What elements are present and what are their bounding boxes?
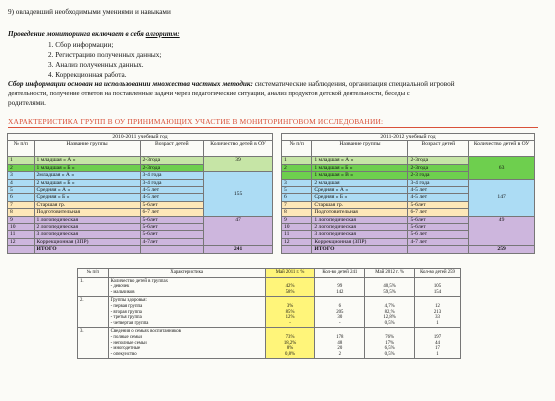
table-row <box>8 172 273 179</box>
char-line: Группы здоровья: <box>110 298 147 304</box>
cell-num: 6 <box>282 194 312 201</box>
cell-name: 1 младшая « В » <box>312 172 408 179</box>
table-row <box>8 216 273 223</box>
char-line: - полные семьи <box>110 334 142 340</box>
val: 4,7% <box>384 303 395 309</box>
cell-name: 1 логопедическая <box>34 216 140 223</box>
val: 213 <box>433 309 442 315</box>
cell-count: 39 <box>204 157 273 172</box>
cell-count: 147 <box>469 179 535 216</box>
cell-age: 3-4 года <box>408 179 469 186</box>
val: 17 <box>435 346 440 352</box>
val: 73% <box>285 334 295 340</box>
cell-num: 2 <box>8 164 35 171</box>
cell-num: 2 <box>282 164 312 171</box>
char-line: - неполные семьи <box>110 340 147 346</box>
cell-num: 3 <box>282 179 312 186</box>
stage-item: 2. Регистрацию полученных данных; <box>48 51 162 59</box>
stages-lead <box>8 30 180 38</box>
col-char: Характеристика <box>108 269 265 278</box>
val: 0,5% <box>384 351 395 357</box>
col-count-2011: Кол-во детей 241 <box>315 269 365 278</box>
col-num: № п/п <box>78 269 109 278</box>
cell-count: 49 <box>469 216 535 246</box>
val: - <box>339 320 341 326</box>
cell-num <box>282 172 312 179</box>
cell-age: 6-7 лет <box>408 209 469 216</box>
val: 40,5% <box>383 284 396 290</box>
cell-name: 1 младшая « Б » <box>34 164 140 171</box>
cell-num: 10 <box>282 224 312 231</box>
cell-char <box>108 297 265 328</box>
cell-p2011 <box>265 297 315 328</box>
char-line: - девочек <box>110 284 130 290</box>
methods-line-2: деятельности, получение ответов на поставленные задачи через педагогические ситуации, анализ продуктов детской деятельности, беседы с <box>8 90 410 97</box>
cell-p2012 <box>365 277 415 297</box>
val: 205 <box>336 309 344 315</box>
val: 6,5% <box>384 346 395 352</box>
total-value: 241 <box>204 246 273 253</box>
cell-name: Подготовительная <box>34 209 140 216</box>
cell-num: 1 <box>282 157 312 164</box>
cell-name: 3 логопедическая <box>34 231 140 238</box>
val: 8% <box>286 346 294 352</box>
total-label: ИТОГО <box>34 246 140 253</box>
val: 2 <box>338 351 342 357</box>
cell-age: 5-6лет <box>140 224 204 231</box>
cell-name: Средняя « Б » <box>312 194 408 201</box>
stats-table <box>77 268 461 359</box>
val: 30 <box>337 315 343 321</box>
cell-name: 2 логопедическая <box>34 224 140 231</box>
cell-num: 9 <box>8 216 35 223</box>
methods-line-1 <box>8 80 455 88</box>
val: 12% <box>285 315 295 321</box>
val: 178 <box>336 334 344 340</box>
val: 1 <box>436 351 439 357</box>
val: 85% <box>285 309 295 315</box>
cell-age: 5-6лет <box>408 201 469 208</box>
col-name: Название группы <box>312 141 408 157</box>
val: 33 <box>435 315 440 321</box>
val: 142 <box>336 289 344 295</box>
cell-count: 155 <box>204 172 273 216</box>
val: 82,% <box>384 309 395 315</box>
cell-num: 2. <box>78 297 109 328</box>
val: - <box>289 320 291 326</box>
cell-age: 2-3года <box>408 164 469 171</box>
cell-name: Коррекционная (ЗПР) <box>34 238 140 245</box>
cell-num: 11 <box>8 231 35 238</box>
cell-age: 5-6лет <box>140 201 204 208</box>
cell-name: Подготовительная <box>312 209 408 216</box>
cell-name: Старшая гр. <box>34 201 140 208</box>
cell-age: 3-4 года <box>140 179 204 186</box>
char-line: - первая группа <box>110 303 143 309</box>
val: 0,5% <box>384 320 395 326</box>
char-line: - вторая группа <box>110 309 142 315</box>
cell-c2011 <box>315 277 365 297</box>
col-age: Возраст детей <box>140 141 204 157</box>
char-line: Количество детей в группах <box>110 278 168 284</box>
intro-line-9: 9) овладевший необходимыми умениями и навыками <box>8 8 171 16</box>
total-row <box>282 246 535 253</box>
groups-table-2011 <box>281 133 535 254</box>
val: 44 <box>435 340 440 346</box>
cell-name: Старшая гр. <box>312 201 408 208</box>
val: 6 <box>338 303 342 309</box>
cell-num: 9 <box>282 216 312 223</box>
val: 20 <box>337 346 343 352</box>
cell-num: 12 <box>282 238 312 245</box>
cell-name: 2 младшая « Б » <box>34 179 140 186</box>
col-may-2012: Май 2012 г. % <box>365 269 415 278</box>
total-value: 259 <box>469 246 535 253</box>
val: 1 <box>436 320 439 326</box>
cell-c2011 <box>315 328 365 359</box>
cell-p2011 <box>265 328 315 359</box>
col-num: № п/п <box>282 141 312 157</box>
col-age: Возраст детей <box>408 141 469 157</box>
val: 154 <box>433 289 442 295</box>
cell-age: 4-7лет <box>140 238 204 245</box>
val: 48 <box>337 340 343 346</box>
year-header: 2010-2011 учебный год <box>8 134 273 141</box>
col-num: № п/п <box>8 141 35 157</box>
cell-name: 3 логопедическая <box>312 231 408 238</box>
cell-char <box>108 277 265 297</box>
cell-num: 1. <box>78 277 109 297</box>
val: 12,8% <box>383 315 396 321</box>
cell-num: 12 <box>8 238 35 245</box>
cell-age: 5-6 лет <box>408 231 469 238</box>
cell-num: 7 <box>8 201 35 208</box>
cell-age: 5-6лет <box>140 231 204 238</box>
val: 12 <box>435 303 440 309</box>
char-line: Сведения о семьях воспитанников <box>110 329 181 335</box>
val: 58% <box>285 289 295 295</box>
cell-c2012 <box>415 297 461 328</box>
cell-num: 3. <box>78 328 109 359</box>
cell-age: 3-4 года <box>140 172 204 179</box>
col-name: Название группы <box>34 141 140 157</box>
table-row <box>282 216 535 223</box>
table-row <box>8 157 273 164</box>
total-row <box>8 246 273 253</box>
cell-c2011 <box>315 297 365 328</box>
cell-num: 7 <box>282 201 312 208</box>
cell-age: 6-7 лет <box>140 209 204 216</box>
cell-age: 4-5 лет <box>140 187 204 194</box>
cell-num: 4 <box>8 179 35 186</box>
methods-lead: Сбор информации основан на использовании множества частных методик: <box>8 80 253 88</box>
groups-heading-text: ХАРАКТЕРИСТИКА ГРУПП В ОУ ПРИНИМАЮЩИХ УЧАСТИЕ В МОНИТОРИНГОВОМ ИССЛЕДОВАНИИ: <box>8 117 384 126</box>
total-label: ИТОГО <box>312 246 408 253</box>
cell-count: 47 <box>204 216 273 246</box>
val: 99 <box>337 284 343 290</box>
table-row <box>282 157 535 164</box>
cell-count: 63 <box>469 157 535 179</box>
val: 0,8% <box>285 351 296 357</box>
stages-lead-word: алгоритм: <box>145 30 180 38</box>
cell-num: 5 <box>8 187 35 194</box>
groups-heading <box>8 118 383 126</box>
char-line: - четвертая группа <box>110 320 149 326</box>
val: 197 <box>433 334 442 340</box>
cell-age: 5-6лет <box>140 216 204 223</box>
cell-age: 2-3года <box>140 164 204 171</box>
val: 42% <box>285 284 295 290</box>
col-may-2011: Май 2011 г. % <box>265 269 315 278</box>
cell-age: 4-5 лет <box>408 187 469 194</box>
cell-c2012 <box>415 277 461 297</box>
val: 18,2% <box>283 340 297 346</box>
groups-table-2010 <box>7 133 273 254</box>
col-count-2012: Кол-во детей 259 <box>415 269 461 278</box>
col-count: Количество детей в ОУ <box>469 141 535 157</box>
cell-num: 3 <box>8 172 35 179</box>
val: 59,5% <box>383 289 396 295</box>
cell-num: 11 <box>282 231 312 238</box>
methods-line-3: родителями. <box>8 99 46 107</box>
cell-p2012 <box>365 297 415 328</box>
cell-name: 2 логопедическая <box>312 224 408 231</box>
cell-name: Коррекционная (ЗПР) <box>312 238 408 245</box>
cell-num: 8 <box>282 209 312 216</box>
cell-name: 2младшая « А » <box>34 172 140 179</box>
cell-age: 2-3 года <box>408 172 469 179</box>
stage-item: 3. Анализ полученных данных. <box>48 61 144 69</box>
table-row <box>282 179 535 186</box>
cell-num: 1 <box>8 157 35 164</box>
cell-num: 8 <box>8 209 35 216</box>
cell-num: 5 <box>282 187 312 194</box>
heading-underline <box>8 127 538 128</box>
cell-p2012 <box>365 328 415 359</box>
char-line: - мальчиков <box>110 289 135 295</box>
cell-num: 10 <box>8 224 35 231</box>
cell-age: 4-5 лет <box>408 194 469 201</box>
val: 105 <box>433 284 442 290</box>
cell-name: 1 младшая « Б » <box>312 164 408 171</box>
char-line: - многодетные <box>110 346 141 352</box>
cell-char <box>108 328 265 359</box>
cell-name: Средняя « А » <box>312 187 408 194</box>
col-count: Количество детей в ОУ <box>204 141 273 157</box>
val: 17% <box>385 340 394 346</box>
cell-name: Средняя « А » <box>34 187 140 194</box>
cell-c2012 <box>415 328 461 359</box>
cell-name: 1 младшая « А » <box>312 157 408 164</box>
cell-p2011 <box>265 277 315 297</box>
stage-item: 4. Коррекционная работа. <box>48 71 127 79</box>
year-header: 2011-2012 учебный год <box>282 134 535 141</box>
cell-name: 1 логопедическая <box>312 216 408 223</box>
cell-num: 6 <box>8 194 35 201</box>
stats-row <box>78 277 461 297</box>
cell-age: 5-6лет <box>408 224 469 231</box>
char-line: - опекунство <box>110 351 137 357</box>
cell-age: 5-6лет <box>408 216 469 223</box>
cell-age: 2-3года <box>140 157 204 164</box>
cell-age: 4-5 лет <box>140 194 204 201</box>
stage-item: 1. Сбор информации; <box>48 41 114 49</box>
cell-name: Средняя « Б » <box>34 194 140 201</box>
char-line: - третья группа <box>110 315 142 321</box>
methods-text: систематические наблюдения, организация специальной игровой <box>254 80 455 88</box>
cell-name: 1 младшая « А » <box>34 157 140 164</box>
stats-row <box>78 328 461 359</box>
cell-age: 2-3года <box>408 157 469 164</box>
val: 76% <box>385 334 394 340</box>
stages-lead-text: Проведение мониторинга включает в себя <box>8 30 144 38</box>
cell-name: 2 младшая <box>312 179 408 186</box>
cell-age: 4-7 лет <box>408 238 469 245</box>
stats-row <box>78 297 461 328</box>
val: 3% <box>286 303 294 309</box>
